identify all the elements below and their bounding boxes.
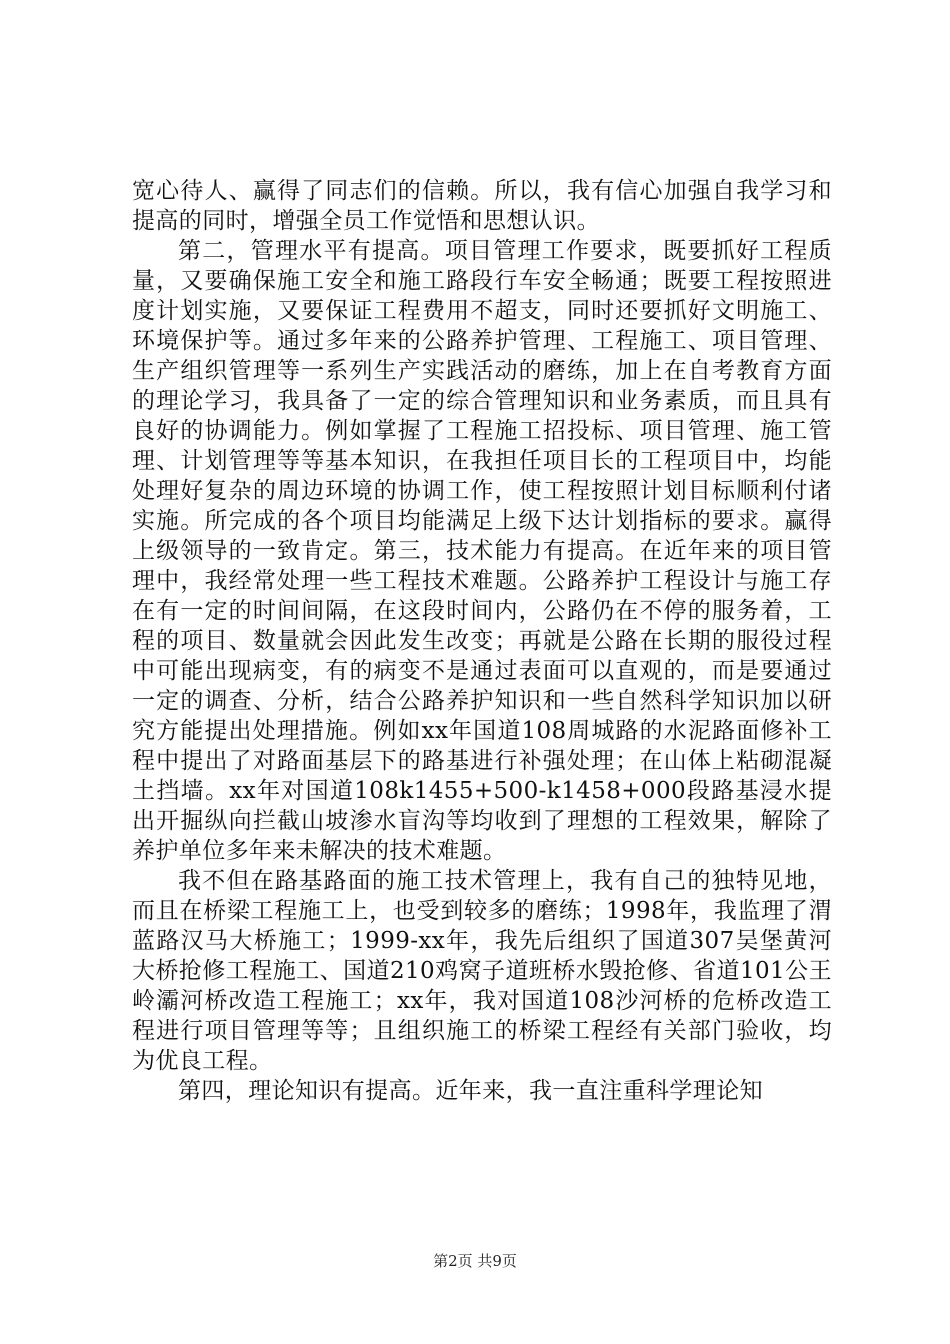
page-number: 第2页 共9页 (433, 1252, 517, 1270)
paragraph-3: 我不但在路基路面的施工技术管理上，我有自己的独特见地，而且在桥梁工程施工上，也受到较多的磨练；1998年，我监理了渭蓝路汉马大桥施工；1999-xx年，我先后组织了国道307吴堡黄河大桥抢修工程施工、国道210鸡窝子道班桥水毁抢修、省道101公王岭灞河桥改造工程施工；xx年，我对国道108沙河桥的危桥改造工程进行项目管理等等；且组织施工的桥梁工程经有关部门验收，均为优良工程。 (132, 868, 832, 1074)
paragraph-1: 宽心待人、赢得了同志们的信赖。所以，我有信心加强自我学习和提高的同时，增强全员工作觉悟和思想认识。 (132, 178, 832, 234)
paragraph-4: 第四，理论知识有提高。近年来，我一直注重科学理论知 (178, 1078, 763, 1104)
paragraph-2: 第二，管理水平有提高。项目管理工作要求，既要抓好工程质量，又要确保施工安全和施工路段行车安全畅通；既要工程按照进度计划实施，又要保证工程费用不超支，同时还要抓好文明施工、环境保护等。通过多年来的公路养护管理、工程施工、项目管理、生产组织管理等一系列生产实践活动的磨练，加上在自考教育方面的理论学习，我具备了一定的综合管理知识和业务素质，而且具有良好的协调能力。例如掌握了工程施工招投标、项目管理、施工管理、计划管理等等基本知识，在我担任项目长的工程项目中，均能处理好复杂的周边环境的协调工作，使工程按照计划目标顺利付诸实施。所完成的各个项目均能满足上级下达计划指标的要求。赢得上级领导的一致肯定。第三，技术能力有提高。在近年来的项目管理中，我经常处理一些工程技术难题。公路养护工程设计与施工存在有一定的时间间隔，在这段时间内，公路仍在不停的服务着，工程的项目、数量就会因此发生改变；再就是公路在长期的服役过程中可能出现病变，有的病变不是通过表面可以直观的，而是要通过一定的调查、分析，结合公路养护知识和一些自然科学知识加以研究方能提出处理措施。例如xx年国道108周城路的水泥路面修补工程中提出了对路面基层下的路基进行补强处理；在山体上粘砌混凝土挡墙。xx年对国道108k1455+500-k1458+000段路基浸水提出开掘纵向拦截山坡渗水盲沟等均收到了理想的工程效果，解除了养护单位多年来未解决的技术难题。 (132, 238, 832, 864)
page-footer (0, 1250, 950, 1271)
document-body (132, 176, 832, 1106)
